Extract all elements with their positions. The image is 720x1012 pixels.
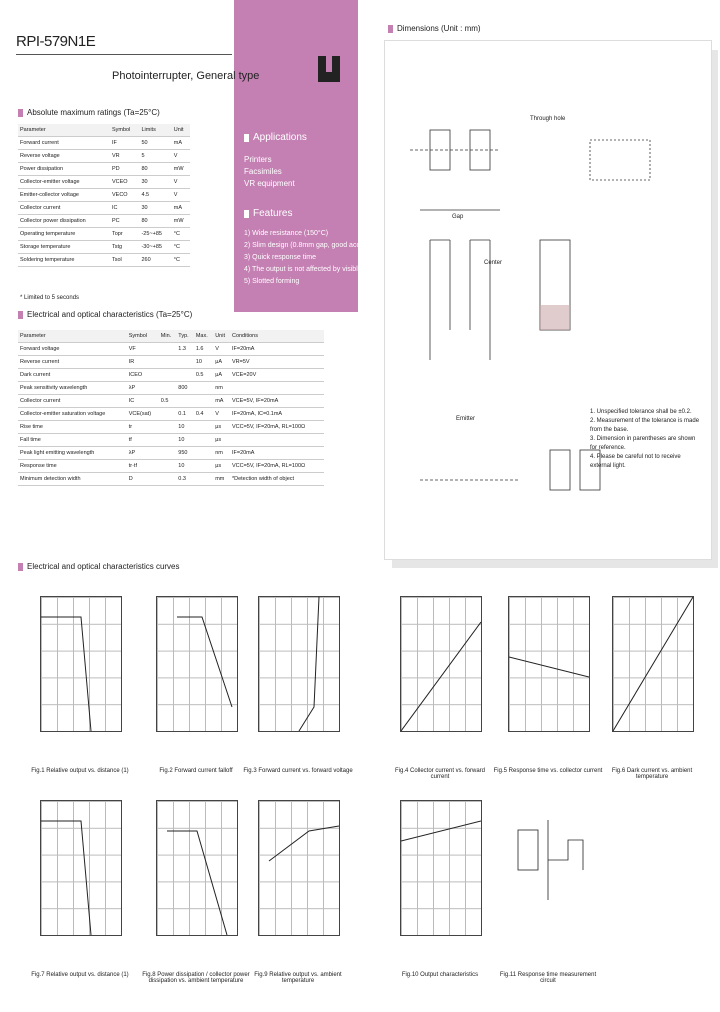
figure-caption: Fig.3 Forward current vs. forward voltage	[243, 768, 353, 774]
graph-curve	[259, 597, 339, 731]
table-header: Symbol	[110, 124, 139, 137]
applications-heading: Applications	[244, 132, 307, 144]
table-cell: VCE(sat)	[127, 408, 159, 421]
table-cell: Storage temperature	[18, 241, 110, 254]
table-cell: 80	[139, 215, 171, 228]
table-header: Unit	[172, 124, 190, 137]
table-cell: mm	[213, 473, 230, 486]
table-cell: Tsol	[110, 254, 139, 267]
table-cell: Emitter-collector voltage	[18, 189, 110, 202]
table-cell: nm	[213, 382, 230, 395]
list-item: 4. Please be careful not to receive external light.	[590, 454, 681, 469]
table-cell	[194, 395, 213, 408]
table-header: Min.	[159, 330, 177, 343]
table-row	[18, 241, 190, 254]
list-item: 5) Slotted forming	[244, 278, 300, 285]
table-cell	[194, 460, 213, 473]
elec-heading: Electrical and optical characteristics (Ta=25°C)	[18, 310, 192, 319]
curve-graph	[400, 596, 482, 732]
table-cell: 0.1	[176, 408, 194, 421]
figure-caption: Fig.2 Forward current falloff	[159, 768, 233, 774]
table-cell: tr·tf	[127, 460, 159, 473]
graph-curve	[41, 801, 121, 935]
table-cell: tf	[127, 434, 159, 447]
figure-caption: Fig.5 Response time vs. collector current	[493, 768, 603, 774]
figure-caption: Fig.7 Relative output vs. distance (1)	[31, 972, 129, 978]
response-circuit	[508, 800, 588, 930]
table-cell: IF	[110, 137, 139, 150]
table-cell: Forward current	[18, 137, 110, 150]
graph-curve	[157, 597, 237, 731]
curve-graph	[508, 596, 590, 732]
list-item: VR equipment	[244, 179, 295, 188]
table-row	[18, 408, 324, 421]
curve-graph	[40, 800, 122, 936]
table-cell	[159, 473, 177, 486]
table-row	[18, 434, 324, 447]
table-cell: μs	[213, 434, 230, 447]
table-cell: Minimum detection width	[18, 473, 127, 486]
table-cell	[159, 369, 177, 382]
table-cell	[230, 434, 324, 447]
table-cell	[176, 369, 194, 382]
list-item: 3) Quick response time	[244, 254, 316, 261]
curve-graph	[612, 596, 694, 732]
table-cell: μA	[213, 369, 230, 382]
table-cell: Tstg	[110, 241, 139, 254]
dimensions-heading: Dimensions (Unit : mm)	[388, 24, 481, 33]
table-cell: Topr	[110, 228, 139, 241]
list-item: 4) The output is not affected by visible light	[244, 266, 377, 273]
table-cell: Collector power dissipation	[18, 215, 110, 228]
table-cell: 10	[176, 460, 194, 473]
table-cell: 950	[176, 447, 194, 460]
through-hole-label: Through hole	[530, 116, 566, 122]
table-cell: VR	[110, 150, 139, 163]
table-cell: Collector-emitter voltage	[18, 176, 110, 189]
table-cell: VCC=5V, IF=20mA, RL=100Ω	[230, 460, 324, 473]
table-cell: λP	[127, 382, 159, 395]
curves-heading: Electrical and optical characteristics curves	[18, 562, 180, 571]
table-cell: VR=5V	[230, 356, 324, 369]
figure-caption: Fig.4 Collector current vs. forward current	[394, 768, 486, 780]
figure-caption: Fig.9 Relative output vs. ambient temperature	[254, 972, 342, 984]
table-cell: μA	[213, 356, 230, 369]
table-cell: IC	[110, 202, 139, 215]
table-cell: IF=20mA	[230, 447, 324, 460]
table-cell	[159, 356, 177, 369]
table-row	[18, 356, 324, 369]
table-row	[18, 137, 190, 150]
table-cell	[194, 421, 213, 434]
features-box	[244, 208, 379, 288]
table-cell: 0.5	[159, 395, 177, 408]
table-cell: IR	[127, 356, 159, 369]
table-cell: tr	[127, 421, 159, 434]
table-cell: μs	[213, 421, 230, 434]
table-cell	[176, 356, 194, 369]
table-cell	[194, 382, 213, 395]
abs-max-heading: Absolute maximum ratings (Ta=25°C)	[18, 108, 160, 117]
table-cell: μs	[213, 460, 230, 473]
figure-caption: Fig.10 Output characteristics	[401, 972, 479, 978]
table-header: Max.	[194, 330, 213, 343]
graph-curve	[613, 597, 693, 731]
figure-caption: Fig.8 Power dissipation / collector power dissipation vs. ambient temperature	[142, 972, 250, 984]
table-cell: mA	[172, 202, 190, 215]
component-image	[318, 54, 340, 84]
table-cell: VCEO	[110, 176, 139, 189]
abs-footnote: * Limited to 5 seconds	[20, 295, 80, 301]
table-cell: VCE=20V	[230, 369, 324, 382]
table-cell	[194, 434, 213, 447]
table-cell: °C	[172, 254, 190, 267]
table-cell: PD	[110, 163, 139, 176]
table-cell: VCE=5V, IF=20mA	[230, 395, 324, 408]
table-cell: Operating temperature	[18, 228, 110, 241]
graph-curve	[401, 597, 481, 731]
table-cell: IF=20mA	[230, 343, 324, 356]
table-cell: 5	[139, 150, 171, 163]
table-cell: Reverse current	[18, 356, 127, 369]
table-cell: 260	[139, 254, 171, 267]
table-row	[18, 473, 324, 486]
curve-graph	[156, 596, 238, 732]
table-cell: 10	[194, 356, 213, 369]
curve-graph	[258, 800, 340, 936]
table-cell: V	[213, 343, 230, 356]
table-cell: D	[127, 473, 159, 486]
table-row	[18, 395, 324, 408]
table-cell: PC	[110, 215, 139, 228]
figure-caption: Fig.6 Dark current vs. ambient temperature	[611, 768, 693, 780]
curve-graph	[400, 800, 482, 936]
table-cell: Response time	[18, 460, 127, 473]
list-item: Facsimiles	[244, 167, 282, 176]
table-cell: VF	[127, 343, 159, 356]
table-cell: Collector current	[18, 395, 127, 408]
table-cell	[159, 421, 177, 434]
table-cell: 0.4	[194, 408, 213, 421]
table-cell: mA	[213, 395, 230, 408]
applications-box	[244, 132, 307, 190]
table-header: Parameter	[18, 124, 110, 137]
table-row	[18, 150, 190, 163]
table-cell: 1.6	[194, 343, 213, 356]
table-cell: VECO	[110, 189, 139, 202]
table-cell: λP	[127, 447, 159, 460]
table-cell: °C	[172, 228, 190, 241]
list-item: Printers	[244, 155, 272, 164]
table-row	[18, 382, 324, 395]
figure-caption: Fig.11 Response time measurement circuit	[499, 972, 597, 984]
table-cell	[194, 447, 213, 460]
table-cell: Reverse voltage	[18, 150, 110, 163]
table-cell: IF=20mA, IC=0.1mA	[230, 408, 324, 421]
table-cell: Dark current	[18, 369, 127, 382]
graph-curve	[401, 801, 481, 935]
table-cell: -30~+85	[139, 241, 171, 254]
graph-curve	[259, 801, 339, 935]
table-cell: mA	[172, 137, 190, 150]
list-item: 1) Wide resistance (150°C)	[244, 230, 329, 237]
table-row	[18, 343, 324, 356]
figure-caption: Fig.1 Relative output vs. distance (1)	[31, 768, 129, 774]
features-heading: Features	[244, 208, 379, 220]
device-type: Photointerrupter, General type	[112, 70, 260, 82]
table-header: Conditions	[230, 330, 324, 343]
list-item: 1. Unspecified tolerance shall be ±0.2.	[590, 409, 692, 415]
table-cell: mW	[172, 215, 190, 228]
table-cell: IC	[127, 395, 159, 408]
table-row	[18, 447, 324, 460]
table-cell: 0.3	[176, 473, 194, 486]
table-cell: nm	[213, 447, 230, 460]
table-cell: Forward voltage	[18, 343, 127, 356]
table-cell: V	[213, 408, 230, 421]
table-cell: Collector-emitter saturation voltage	[18, 408, 127, 421]
abs-max-table	[18, 124, 190, 267]
curve-graph	[40, 596, 122, 732]
table-cell: 30	[139, 202, 171, 215]
table-cell	[159, 408, 177, 421]
table-cell: Collector current	[18, 202, 110, 215]
table-cell: *Detection width of object	[230, 473, 324, 486]
graph-curve	[157, 801, 237, 935]
table-row	[18, 189, 190, 202]
title-rule	[16, 54, 232, 55]
table-cell: Fall time	[18, 434, 127, 447]
table-row	[18, 421, 324, 434]
table-header: Typ.	[176, 330, 194, 343]
table-row	[18, 163, 190, 176]
table-cell: Peak light emitting wavelength	[18, 447, 127, 460]
table-cell	[194, 473, 213, 486]
table-header: Limits	[139, 124, 171, 137]
table-row	[18, 228, 190, 241]
table-cell: V	[172, 176, 190, 189]
table-cell: V	[172, 150, 190, 163]
table-cell: -25~+85	[139, 228, 171, 241]
curve-graph	[258, 596, 340, 732]
table-cell: 4.5	[139, 189, 171, 202]
table-cell: Power dissipation	[18, 163, 110, 176]
table-cell	[159, 434, 177, 447]
table-cell: Peak sensitivity wavelength	[18, 382, 127, 395]
table-cell: 800	[176, 382, 194, 395]
table-row	[18, 369, 324, 382]
table-cell: Rise time	[18, 421, 127, 434]
table-cell	[159, 382, 177, 395]
table-cell	[159, 447, 177, 460]
elec-table	[18, 330, 324, 486]
table-cell: °C	[172, 241, 190, 254]
table-cell: 80	[139, 163, 171, 176]
curve-graph	[156, 800, 238, 936]
table-header: Symbol	[127, 330, 159, 343]
table-cell: Soldering temperature	[18, 254, 110, 267]
table-row	[18, 176, 190, 189]
table-cell: 10	[176, 434, 194, 447]
table-row	[18, 254, 190, 267]
table-cell: VCC=5V, IF=20mA, RL=100Ω	[230, 421, 324, 434]
table-cell: 1.3	[176, 343, 194, 356]
table-cell: 30	[139, 176, 171, 189]
table-cell: 50	[139, 137, 171, 150]
table-cell: ICEO	[127, 369, 159, 382]
list-item: 2. Measurement of the tolerance is made from the base.	[590, 418, 700, 433]
table-cell	[176, 395, 194, 408]
center-label: Center	[484, 260, 503, 266]
table-header: Unit	[213, 330, 230, 343]
table-cell	[159, 343, 177, 356]
table-cell: mW	[172, 163, 190, 176]
graph-curve	[41, 597, 121, 731]
list-item: 2) Slim design (0.8mm gap, good accuracy)	[244, 242, 380, 249]
gap-label: Gap	[452, 214, 464, 220]
emitter-label: Emitter	[456, 416, 476, 422]
list-item: 3. Dimension in parentheses are shown for reference.	[590, 436, 696, 451]
table-cell: V	[172, 189, 190, 202]
table-row	[18, 215, 190, 228]
table-row	[18, 460, 324, 473]
table-cell	[159, 460, 177, 473]
table-cell: 10	[176, 421, 194, 434]
graph-curve	[509, 597, 589, 731]
dimension-notes	[590, 408, 700, 471]
table-cell	[230, 382, 324, 395]
table-cell: 0.5	[194, 369, 213, 382]
table-header: Parameter	[18, 330, 127, 343]
table-row	[18, 202, 190, 215]
part-number: RPI-579N1E	[16, 33, 96, 50]
